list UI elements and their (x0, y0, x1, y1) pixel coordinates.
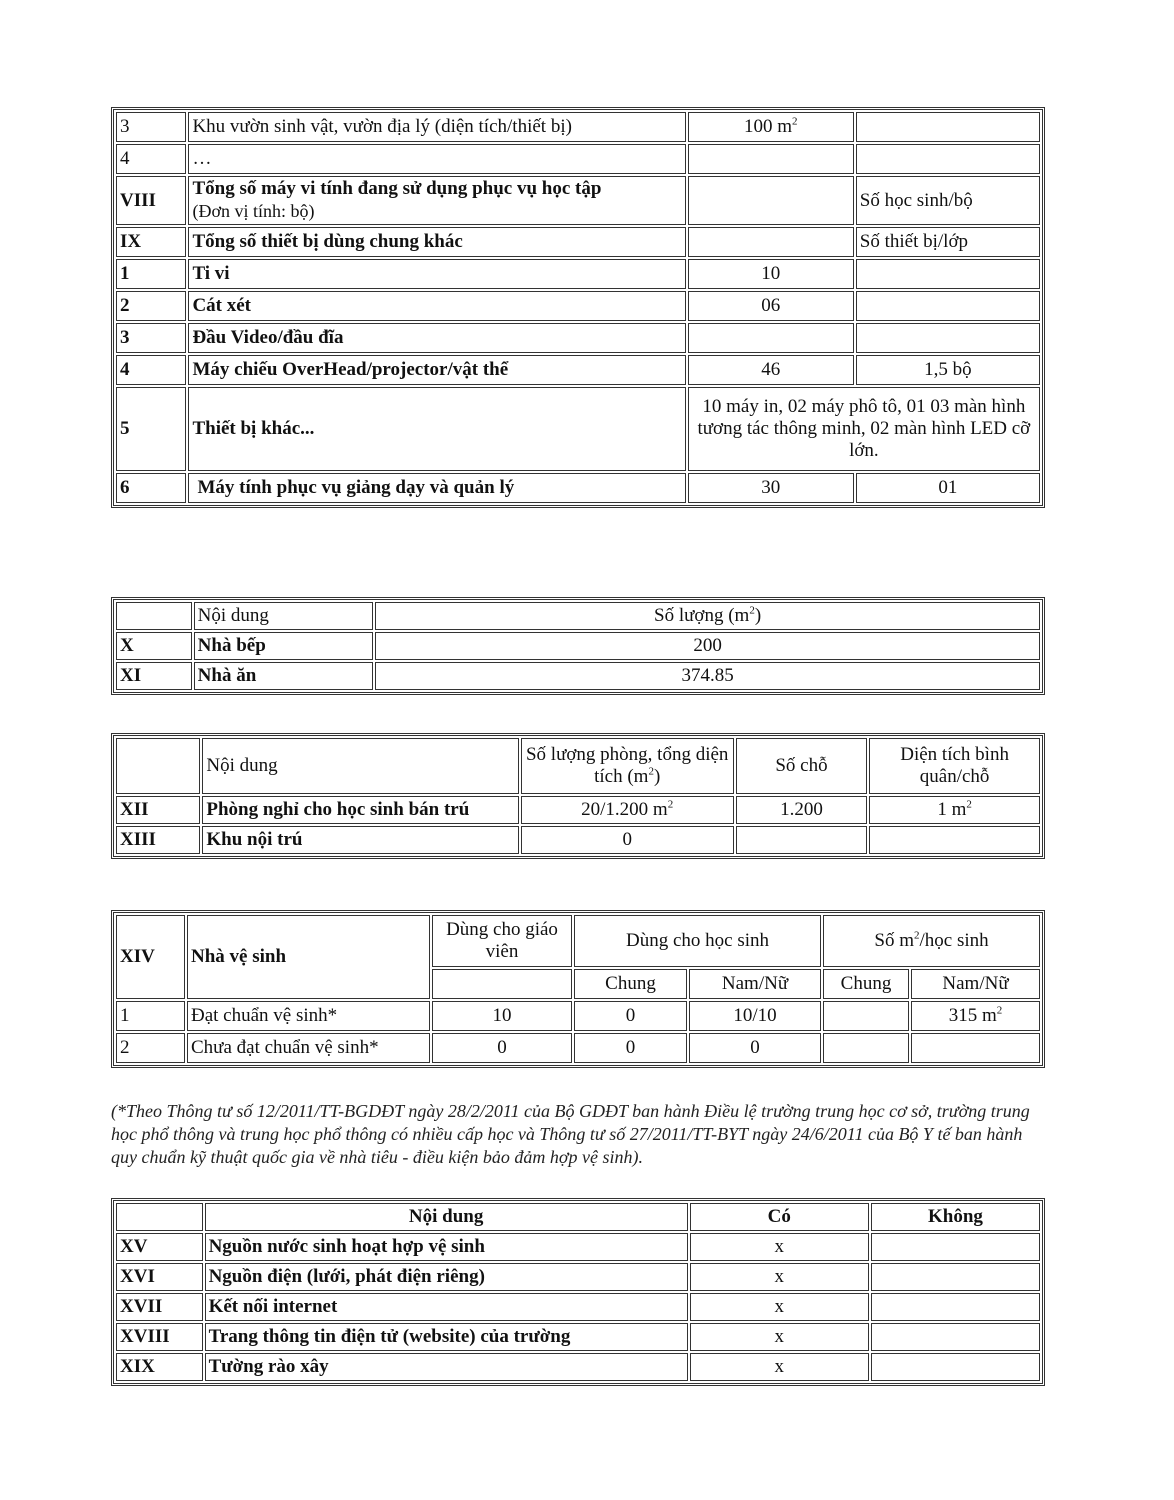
utilities-table (111, 1198, 1045, 1386)
row-number: 2 (116, 1033, 185, 1063)
footnote: (*Theo Thông tư số 12/2011/TT-BGDĐT ngày 28/2/2011 của Bộ GDĐT ban hành Điều lệ trường trung học cơ sở, trường trung học phổ thông và trung học phổ thông có nhiều cấp học và Thông tư số 27/2011/TT-BYT ngày 24/6/2011 của Bộ Y tế ban hành quy chuẩn kỹ thuật quốc gia về nhà tiêu - điều kiện bảo đảm hợp vệ sinh). (111, 1101, 1030, 1167)
row-teacher: 0 (432, 1033, 572, 1063)
header-students: Dùng cho học sinh (574, 915, 821, 967)
row-quantity (688, 176, 854, 225)
table-row (116, 1001, 1040, 1031)
row-extra: Số thiết bị/lớp (856, 227, 1040, 257)
table-row (116, 662, 1040, 690)
table-row (116, 1353, 1040, 1381)
row-content: Đầu Video/đầu đĩa (188, 323, 685, 353)
subheader-common: Chung (574, 969, 687, 999)
row-number: IX (116, 227, 186, 257)
table-header-row (116, 915, 1040, 967)
row-number: 1 (116, 259, 186, 289)
row-male-female: 315 $m^2$ (911, 1001, 1040, 1031)
header-seats: Số chỗ (736, 738, 868, 794)
header-no: Không (871, 1203, 1040, 1231)
row-extra: Số học sinh/bộ (856, 176, 1040, 225)
row-quantity: 374.85 (375, 662, 1040, 690)
table-row (116, 796, 1040, 824)
row-content: Nguồn điện (lưới, phát điện riêng) (205, 1263, 688, 1291)
row-yes: x (690, 1263, 869, 1291)
row-no (871, 1323, 1040, 1351)
header-content: Nội dung (194, 602, 374, 630)
kitchen-table (111, 597, 1045, 695)
table-row (116, 473, 1040, 503)
table-row (116, 176, 1040, 225)
row-content: Nhà bếp (194, 632, 374, 660)
row-number: XI (116, 662, 192, 690)
row-extra (856, 291, 1040, 321)
subheader-male-female: Nam/Nữ (911, 969, 1040, 999)
row-content: Ti vi (188, 259, 685, 289)
row-teacher: 10 (432, 1001, 572, 1031)
row-yes: x (690, 1353, 869, 1381)
header-content: Nội dung (205, 1203, 688, 1231)
row-common: 0 (574, 1033, 687, 1063)
row-seats (736, 826, 868, 854)
row-number: XIX (116, 1353, 203, 1381)
header-area: Diện tích bình quân/chỗ (869, 738, 1040, 794)
row-number: 2 (116, 291, 186, 321)
table-row (116, 1233, 1040, 1261)
table-row (116, 355, 1040, 385)
table-header-row (116, 602, 1040, 630)
row-content: Đạt chuẩn vệ sinh* (187, 1001, 430, 1031)
row-number: X (116, 632, 192, 660)
row-content: … (188, 144, 685, 174)
row-extra (856, 144, 1040, 174)
row-number: 4 (116, 355, 186, 385)
table-row (116, 632, 1040, 660)
row-quantity: 30 (688, 473, 854, 503)
row-number: XV (116, 1233, 203, 1261)
row-number: 3 (116, 112, 186, 142)
row-content: Nhà ăn (194, 662, 374, 690)
row-quantity (688, 227, 854, 257)
row-content: Chưa đạt chuẩn vệ sinh* (187, 1033, 430, 1063)
row-rooms: 0 (521, 826, 734, 854)
row-content: Máy tính phục vụ giảng dạy và quản lý (188, 473, 685, 503)
table-row (116, 144, 1040, 174)
row-extra (856, 323, 1040, 353)
row-no (871, 1263, 1040, 1291)
row-male-female: 0 (689, 1033, 821, 1063)
row-quantity: 10 (688, 259, 854, 289)
row-content: Phòng nghỉ cho học sinh bán trú (202, 796, 518, 824)
row-male-female: 10/10 (689, 1001, 821, 1031)
row-content: Trang thông tin điện tử (website) của trường (205, 1323, 688, 1351)
table-row (116, 259, 1040, 289)
row-common: 0 (574, 1001, 687, 1031)
row-yes: x (690, 1293, 869, 1321)
table-row (116, 387, 1040, 471)
row-content: Máy chiếu OverHead/projector/vật thể (188, 355, 685, 385)
row-yes: x (690, 1323, 869, 1351)
row-quantity: 100 $m^2$ (688, 112, 854, 142)
row-number: XII (116, 796, 200, 824)
boarding-table (111, 733, 1045, 859)
row-content: Khu nội trú (202, 826, 518, 854)
row-extra: 1,5 bộ (856, 355, 1040, 385)
header-content: Nội dung (202, 738, 518, 794)
table-row (116, 227, 1040, 257)
row-quantity: 06 (688, 291, 854, 321)
row-number: XVII (116, 1293, 203, 1321)
header-per-student: Số $m^2$/học sinh (823, 915, 1040, 967)
row-content: Khu vườn sinh vật, vườn địa lý (diện tích/thiết bị) (188, 112, 685, 142)
row-number: 3 (116, 323, 186, 353)
row-content: Cát xét (188, 291, 685, 321)
row-number: 1 (116, 1001, 185, 1031)
row-quantity-merged: 10 máy in, 02 máy phô tô, 01 03 màn hình tương tác thông minh, 02 màn hình LED cỡ lớn. (688, 387, 1040, 471)
table-row (116, 1293, 1040, 1321)
row-yes: x (690, 1233, 869, 1261)
subheader-common: Chung (823, 969, 909, 999)
toilet-table (111, 910, 1045, 1068)
table-header-row (116, 1203, 1040, 1231)
header-yes: Có (690, 1203, 869, 1231)
row-number: VIII (116, 176, 186, 225)
table-row (116, 291, 1040, 321)
table-row (116, 826, 1040, 854)
row-number: XIV (116, 915, 185, 999)
row-common (823, 1033, 909, 1063)
row-no (871, 1233, 1040, 1261)
row-rooms: 20/1.200 $m^2$ (521, 796, 734, 824)
row-extra (856, 112, 1040, 142)
row-content: Tường rào xây (205, 1353, 688, 1381)
row-content: Tổng số máy vi tính đang sử dụng phục vụ học tập (Đơn vị tính: bộ) (188, 176, 685, 225)
row-quantity: 200 (375, 632, 1040, 660)
table-row (116, 1263, 1040, 1291)
row-quantity (688, 144, 854, 174)
row-no (871, 1353, 1040, 1381)
row-no (871, 1293, 1040, 1321)
row-content: Thiết bị khác... (188, 387, 685, 471)
row-quantity (688, 323, 854, 353)
row-area (869, 826, 1040, 854)
row-number: XVIII (116, 1323, 203, 1351)
row-quantity: 46 (688, 355, 854, 385)
header-teacher: Dùng cho giáo viên (432, 915, 572, 967)
table-row (116, 323, 1040, 353)
row-extra (856, 259, 1040, 289)
table-row (116, 1323, 1040, 1351)
table-header-row (116, 738, 1040, 794)
row-content: Tổng số thiết bị dùng chung khác (188, 227, 685, 257)
row-area: 1 $m^2$ (869, 796, 1040, 824)
row-number: 6 (116, 473, 186, 503)
subheader-male-female: Nam/Nữ (689, 969, 821, 999)
row-extra: 01 (856, 473, 1040, 503)
row-content: Nguồn nước sinh hoạt hợp vệ sinh (205, 1233, 688, 1261)
header-rooms: Số lượng phòng, tổng diện tích $(m^2)$ (521, 738, 734, 794)
row-seats: 1.200 (736, 796, 868, 824)
header-quantity: Số lượng $(m^2)$ (375, 602, 1040, 630)
row-common (823, 1001, 909, 1031)
row-number: XVI (116, 1263, 203, 1291)
row-content: Kết nối internet (205, 1293, 688, 1321)
row-male-female (911, 1033, 1040, 1063)
row-number: 5 (116, 387, 186, 471)
row-number: XIII (116, 826, 200, 854)
row-number: 4 (116, 144, 186, 174)
equipment-table (111, 107, 1045, 508)
table-row (116, 112, 1040, 142)
table-row (116, 1033, 1040, 1063)
header-title: Nhà vệ sinh (187, 915, 430, 999)
